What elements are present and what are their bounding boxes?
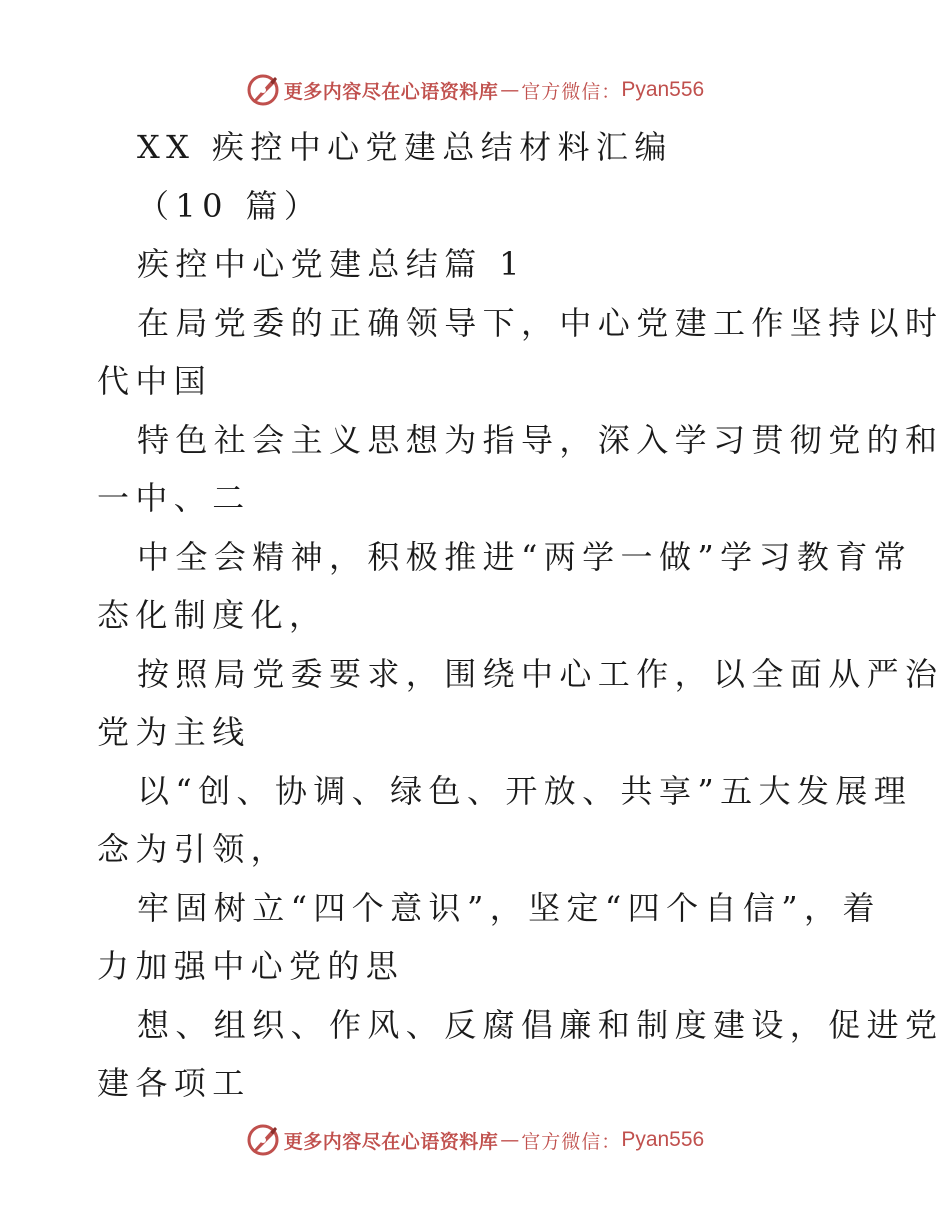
- watermark-site-text: 更多内容尽在心语资料库: [283, 80, 499, 103]
- document-line: 疾控中心党建总结篇 1: [137, 245, 526, 283]
- document-line: 态化制度化，: [97, 596, 328, 634]
- document-line: 党为主线: [97, 713, 251, 751]
- watermark-wechat-label: 官方微信：: [521, 1130, 622, 1153]
- quill-pen-circle-icon: [246, 73, 280, 107]
- watermark-wechat-id: Pyan556: [621, 78, 705, 101]
- watermark-wechat-id: Pyan556: [621, 1128, 705, 1151]
- watermark-wechat-label: 官方微信：: [521, 80, 622, 103]
- document-line: 特色社会主义思想为指导，深入学习贯彻党的和: [137, 420, 944, 459]
- document-line: 牢固树立“四个意识”，坚定“四个自信”，着: [137, 888, 881, 927]
- document-line: 力加强中心党的思: [97, 947, 405, 985]
- document-line: 念为引领，: [97, 830, 290, 868]
- quill-pen-circle-icon: [246, 1123, 280, 1157]
- document-line: 建各项工: [97, 1064, 251, 1102]
- watermark-separator: —: [500, 1129, 520, 1151]
- document-line: （10 篇）: [137, 186, 323, 225]
- watermark-banner-top: [0, 70, 950, 110]
- document-body: [97, 118, 944, 1113]
- document-line: 一中、二: [97, 479, 251, 517]
- document-line: XX 疾控中心党建总结材料汇编: [137, 128, 673, 166]
- watermark-separator: —: [500, 79, 520, 101]
- document-line: 想、组织、作风、反腐倡廉和制度建设，促进党: [137, 1005, 944, 1044]
- document-line: 按照局党委要求，围绕中心工作，以全面从严治: [137, 654, 944, 693]
- document-line: 以“创、协调、绿色、开放、共享”五大发展理: [137, 771, 913, 810]
- document-line: 代中国: [97, 362, 213, 400]
- watermark-site-text: 更多内容尽在心语资料库: [283, 1130, 499, 1153]
- document-line: 中全会精神，积极推进“两学一做”学习教育常: [137, 537, 913, 576]
- watermark-banner-bottom: [0, 1120, 950, 1160]
- document-line: 在局党委的正确领导下，中心党建工作坚持以时: [137, 303, 944, 342]
